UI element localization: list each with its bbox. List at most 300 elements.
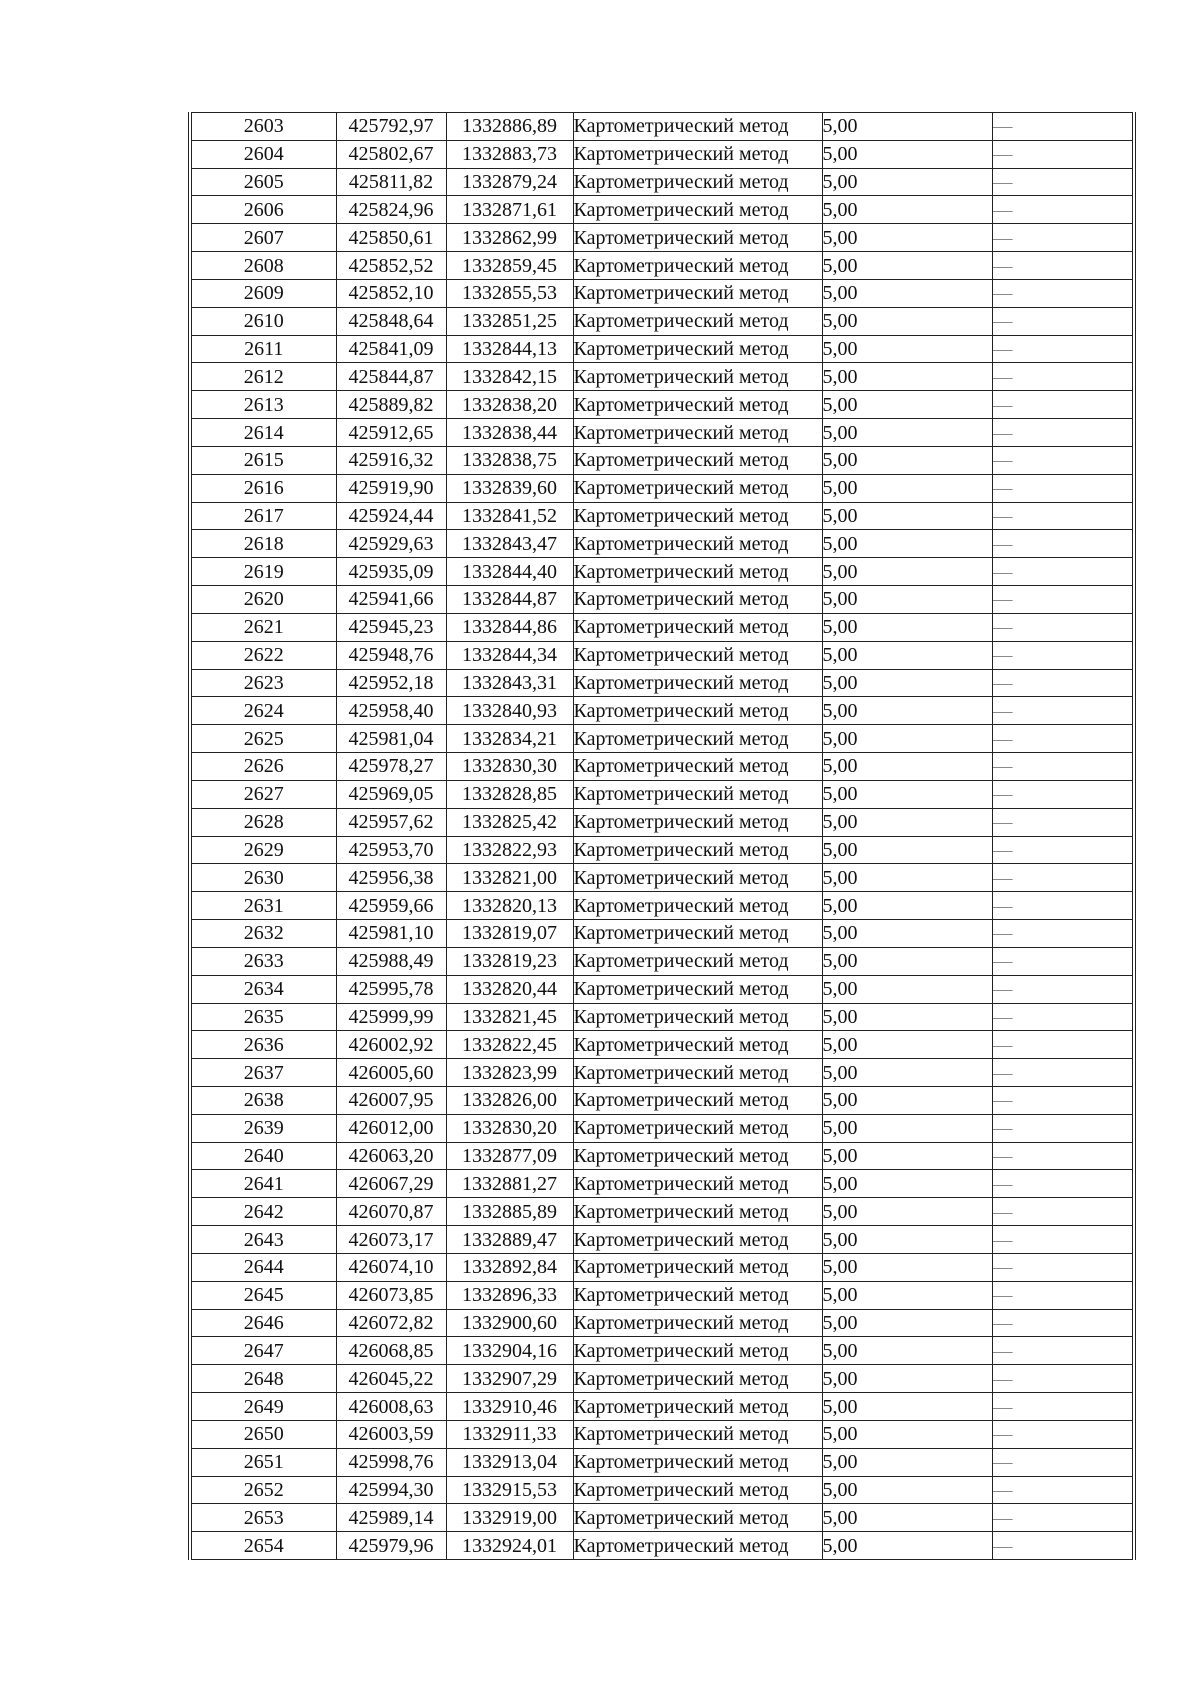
cell-note: — [992, 1476, 1134, 1504]
cell-note: — [992, 1337, 1134, 1365]
cell-x-coordinate: 425802,67 [336, 140, 446, 168]
cell-y-coordinate: 1332840,93 [446, 697, 573, 725]
table-row [190, 1198, 1134, 1226]
cell-note: — [992, 113, 1134, 141]
cell-accuracy: 5,00 [822, 808, 992, 836]
cell-method: Картометрический метод [573, 279, 822, 307]
cell-x-coordinate: 425852,52 [336, 252, 446, 280]
cell-method: Картометрический метод [573, 947, 822, 975]
cell-y-coordinate: 1332871,61 [446, 196, 573, 224]
cell-y-coordinate: 1332842,15 [446, 363, 573, 391]
cell-point-number: 2611 [190, 335, 336, 363]
table-row [190, 363, 1134, 391]
cell-point-number: 2642 [190, 1198, 336, 1226]
table-row [190, 224, 1134, 252]
cell-method: Картометрический метод [573, 780, 822, 808]
table-row [190, 808, 1134, 836]
cell-point-number: 2605 [190, 168, 336, 196]
cell-accuracy: 5,00 [822, 1114, 992, 1142]
table-row [190, 113, 1134, 141]
cell-accuracy: 5,00 [822, 1281, 992, 1309]
cell-x-coordinate: 425850,61 [336, 224, 446, 252]
cell-note: — [992, 641, 1134, 669]
cell-accuracy: 5,00 [822, 947, 992, 975]
cell-point-number: 2622 [190, 641, 336, 669]
cell-y-coordinate: 1332877,09 [446, 1142, 573, 1170]
cell-point-number: 2633 [190, 947, 336, 975]
cell-x-coordinate: 425979,96 [336, 1532, 446, 1560]
cell-x-coordinate: 426012,00 [336, 1114, 446, 1142]
cell-x-coordinate: 425995,78 [336, 975, 446, 1003]
table-row [190, 558, 1134, 586]
cell-method: Картометрический метод [573, 252, 822, 280]
cell-point-number: 2620 [190, 586, 336, 614]
cell-y-coordinate: 1332919,00 [446, 1504, 573, 1532]
cell-y-coordinate: 1332838,20 [446, 391, 573, 419]
cell-method: Картометрический метод [573, 1086, 822, 1114]
cell-method: Картометрический метод [573, 1114, 822, 1142]
cell-x-coordinate: 425953,70 [336, 836, 446, 864]
cell-method: Картометрический метод [573, 113, 822, 141]
cell-note: — [992, 669, 1134, 697]
cell-note: — [992, 947, 1134, 975]
cell-note: — [992, 613, 1134, 641]
table-row [190, 1253, 1134, 1281]
cell-note: — [992, 1086, 1134, 1114]
cell-x-coordinate: 425952,18 [336, 669, 446, 697]
cell-note: — [992, 1059, 1134, 1087]
cell-method: Картометрический метод [573, 1309, 822, 1337]
cell-y-coordinate: 1332859,45 [446, 252, 573, 280]
cell-point-number: 2624 [190, 697, 336, 725]
cell-y-coordinate: 1332844,87 [446, 586, 573, 614]
table-row [190, 1086, 1134, 1114]
cell-point-number: 2607 [190, 224, 336, 252]
cell-y-coordinate: 1332911,33 [446, 1420, 573, 1448]
cell-method: Картометрический метод [573, 391, 822, 419]
coordinates-table [188, 112, 1136, 1560]
cell-method: Картометрический метод [573, 1198, 822, 1226]
cell-y-coordinate: 1332823,99 [446, 1059, 573, 1087]
cell-point-number: 2652 [190, 1476, 336, 1504]
cell-point-number: 2632 [190, 920, 336, 948]
cell-y-coordinate: 1332820,44 [446, 975, 573, 1003]
table-row [190, 335, 1134, 363]
cell-point-number: 2645 [190, 1281, 336, 1309]
cell-note: — [992, 446, 1134, 474]
cell-accuracy: 5,00 [822, 1448, 992, 1476]
table-row [190, 307, 1134, 335]
cell-note: — [992, 753, 1134, 781]
cell-y-coordinate: 1332821,45 [446, 1003, 573, 1031]
cell-accuracy: 5,00 [822, 113, 992, 141]
table-row [190, 641, 1134, 669]
cell-y-coordinate: 1332900,60 [446, 1309, 573, 1337]
cell-x-coordinate: 425998,76 [336, 1448, 446, 1476]
cell-method: Картометрический метод [573, 1226, 822, 1254]
cell-x-coordinate: 425957,62 [336, 808, 446, 836]
cell-y-coordinate: 1332879,24 [446, 168, 573, 196]
table-row [190, 864, 1134, 892]
table-row [190, 1476, 1134, 1504]
cell-accuracy: 5,00 [822, 780, 992, 808]
table-row [190, 669, 1134, 697]
table-row [190, 1337, 1134, 1365]
cell-accuracy: 5,00 [822, 920, 992, 948]
cell-x-coordinate: 426072,82 [336, 1309, 446, 1337]
cell-note: — [992, 252, 1134, 280]
cell-point-number: 2606 [190, 196, 336, 224]
cell-note: — [992, 1532, 1134, 1560]
cell-x-coordinate: 426045,22 [336, 1365, 446, 1393]
cell-point-number: 2617 [190, 502, 336, 530]
cell-method: Картометрический метод [573, 1059, 822, 1087]
cell-accuracy: 5,00 [822, 168, 992, 196]
cell-y-coordinate: 1332915,53 [446, 1476, 573, 1504]
cell-x-coordinate: 425958,40 [336, 697, 446, 725]
table-row [190, 892, 1134, 920]
cell-accuracy: 5,00 [822, 307, 992, 335]
cell-point-number: 2631 [190, 892, 336, 920]
table-row [190, 1226, 1134, 1254]
cell-method: Картометрический метод [573, 975, 822, 1003]
cell-accuracy: 5,00 [822, 1337, 992, 1365]
cell-x-coordinate: 426073,17 [336, 1226, 446, 1254]
cell-y-coordinate: 1332851,25 [446, 307, 573, 335]
cell-y-coordinate: 1332822,45 [446, 1031, 573, 1059]
cell-method: Картометрический метод [573, 697, 822, 725]
cell-x-coordinate: 425848,64 [336, 307, 446, 335]
cell-accuracy: 5,00 [822, 1031, 992, 1059]
cell-note: — [992, 307, 1134, 335]
cell-point-number: 2625 [190, 725, 336, 753]
cell-y-coordinate: 1332839,60 [446, 474, 573, 502]
cell-note: — [992, 780, 1134, 808]
table-row [190, 947, 1134, 975]
cell-method: Картометрический метод [573, 446, 822, 474]
cell-accuracy: 5,00 [822, 864, 992, 892]
cell-accuracy: 5,00 [822, 1420, 992, 1448]
cell-accuracy: 5,00 [822, 502, 992, 530]
table-row [190, 474, 1134, 502]
cell-method: Картометрический метод [573, 1448, 822, 1476]
table-row [190, 196, 1134, 224]
cell-x-coordinate: 425989,14 [336, 1504, 446, 1532]
cell-x-coordinate: 426063,20 [336, 1142, 446, 1170]
table-row [190, 502, 1134, 530]
cell-method: Картометрический метод [573, 558, 822, 586]
cell-accuracy: 5,00 [822, 252, 992, 280]
cell-accuracy: 5,00 [822, 613, 992, 641]
table-row [190, 780, 1134, 808]
cell-method: Картометрический метод [573, 1031, 822, 1059]
cell-note: — [992, 864, 1134, 892]
cell-y-coordinate: 1332838,44 [446, 419, 573, 447]
cell-y-coordinate: 1332826,00 [446, 1086, 573, 1114]
cell-y-coordinate: 1332825,42 [446, 808, 573, 836]
cell-x-coordinate: 425941,66 [336, 586, 446, 614]
cell-accuracy: 5,00 [822, 140, 992, 168]
cell-y-coordinate: 1332886,89 [446, 113, 573, 141]
cell-note: — [992, 1448, 1134, 1476]
table-row [190, 613, 1134, 641]
cell-note: — [992, 168, 1134, 196]
cell-note: — [992, 586, 1134, 614]
cell-y-coordinate: 1332830,20 [446, 1114, 573, 1142]
cell-x-coordinate: 425956,38 [336, 864, 446, 892]
cell-y-coordinate: 1332819,23 [446, 947, 573, 975]
cell-point-number: 2629 [190, 836, 336, 864]
cell-x-coordinate: 425841,09 [336, 335, 446, 363]
cell-point-number: 2619 [190, 558, 336, 586]
cell-x-coordinate: 426068,85 [336, 1337, 446, 1365]
cell-x-coordinate: 425924,44 [336, 502, 446, 530]
cell-note: — [992, 892, 1134, 920]
cell-point-number: 2613 [190, 391, 336, 419]
cell-method: Картометрический метод [573, 1170, 822, 1198]
table-row [190, 753, 1134, 781]
cell-note: — [992, 1420, 1134, 1448]
cell-x-coordinate: 425999,99 [336, 1003, 446, 1031]
cell-accuracy: 5,00 [822, 558, 992, 586]
cell-point-number: 2621 [190, 613, 336, 641]
cell-accuracy: 5,00 [822, 335, 992, 363]
table-row [190, 836, 1134, 864]
cell-y-coordinate: 1332819,07 [446, 920, 573, 948]
cell-point-number: 2637 [190, 1059, 336, 1087]
cell-point-number: 2647 [190, 1337, 336, 1365]
cell-accuracy: 5,00 [822, 1142, 992, 1170]
cell-accuracy: 5,00 [822, 1059, 992, 1087]
cell-note: — [992, 363, 1134, 391]
table-row [190, 530, 1134, 558]
cell-accuracy: 5,00 [822, 753, 992, 781]
cell-accuracy: 5,00 [822, 530, 992, 558]
table-row [190, 1031, 1134, 1059]
cell-accuracy: 5,00 [822, 1309, 992, 1337]
cell-y-coordinate: 1332907,29 [446, 1365, 573, 1393]
cell-note: — [992, 725, 1134, 753]
cell-method: Картометрический метод [573, 1003, 822, 1031]
cell-point-number: 2623 [190, 669, 336, 697]
cell-method: Картометрический метод [573, 864, 822, 892]
cell-accuracy: 5,00 [822, 1226, 992, 1254]
table-row [190, 252, 1134, 280]
table-row [190, 446, 1134, 474]
cell-accuracy: 5,00 [822, 586, 992, 614]
cell-y-coordinate: 1332896,33 [446, 1281, 573, 1309]
cell-note: — [992, 1309, 1134, 1337]
cell-method: Картометрический метод [573, 613, 822, 641]
table-row [190, 1365, 1134, 1393]
cell-accuracy: 5,00 [822, 892, 992, 920]
cell-method: Картометрический метод [573, 1281, 822, 1309]
cell-y-coordinate: 1332821,00 [446, 864, 573, 892]
cell-x-coordinate: 426070,87 [336, 1198, 446, 1226]
cell-method: Картометрический метод [573, 363, 822, 391]
cell-note: — [992, 1114, 1134, 1142]
cell-method: Картометрический метод [573, 808, 822, 836]
table-row [190, 1142, 1134, 1170]
cell-x-coordinate: 426074,10 [336, 1253, 446, 1281]
cell-method: Картометрический метод [573, 669, 822, 697]
cell-accuracy: 5,00 [822, 1393, 992, 1421]
cell-accuracy: 5,00 [822, 1365, 992, 1393]
cell-point-number: 2646 [190, 1309, 336, 1337]
cell-accuracy: 5,00 [822, 1504, 992, 1532]
cell-method: Картометрический метод [573, 586, 822, 614]
cell-x-coordinate: 425889,82 [336, 391, 446, 419]
cell-method: Картометрический метод [573, 920, 822, 948]
cell-note: — [992, 1003, 1134, 1031]
cell-point-number: 2630 [190, 864, 336, 892]
cell-accuracy: 5,00 [822, 474, 992, 502]
cell-method: Картометрический метод [573, 1532, 822, 1560]
cell-method: Картометрический метод [573, 641, 822, 669]
cell-accuracy: 5,00 [822, 391, 992, 419]
cell-note: — [992, 391, 1134, 419]
cell-y-coordinate: 1332820,13 [446, 892, 573, 920]
cell-note: — [992, 419, 1134, 447]
cell-method: Картометрический метод [573, 502, 822, 530]
cell-accuracy: 5,00 [822, 697, 992, 725]
cell-y-coordinate: 1332885,89 [446, 1198, 573, 1226]
cell-method: Картометрический метод [573, 1337, 822, 1365]
table-row [190, 1448, 1134, 1476]
cell-method: Картометрический метод [573, 196, 822, 224]
cell-accuracy: 5,00 [822, 419, 992, 447]
cell-note: — [992, 1281, 1134, 1309]
table-row [190, 697, 1134, 725]
cell-point-number: 2639 [190, 1114, 336, 1142]
cell-note: — [992, 836, 1134, 864]
table-row [190, 920, 1134, 948]
cell-point-number: 2649 [190, 1393, 336, 1421]
table-row [190, 1420, 1134, 1448]
cell-y-coordinate: 1332841,52 [446, 502, 573, 530]
cell-point-number: 2650 [190, 1420, 336, 1448]
cell-x-coordinate: 425994,30 [336, 1476, 446, 1504]
cell-accuracy: 5,00 [822, 196, 992, 224]
cell-x-coordinate: 426073,85 [336, 1281, 446, 1309]
cell-method: Картометрический метод [573, 1253, 822, 1281]
cell-x-coordinate: 425959,66 [336, 892, 446, 920]
cell-accuracy: 5,00 [822, 363, 992, 391]
cell-note: — [992, 697, 1134, 725]
cell-x-coordinate: 425852,10 [336, 279, 446, 307]
cell-accuracy: 5,00 [822, 1198, 992, 1226]
cell-note: — [992, 1253, 1134, 1281]
cell-y-coordinate: 1332892,84 [446, 1253, 573, 1281]
table-row [190, 391, 1134, 419]
cell-point-number: 2654 [190, 1532, 336, 1560]
table-row [190, 1114, 1134, 1142]
cell-method: Картометрический метод [573, 1142, 822, 1170]
cell-note: — [992, 558, 1134, 586]
cell-y-coordinate: 1332844,34 [446, 641, 573, 669]
cell-point-number: 2653 [190, 1504, 336, 1532]
cell-x-coordinate: 426067,29 [336, 1170, 446, 1198]
cell-x-coordinate: 425919,90 [336, 474, 446, 502]
cell-accuracy: 5,00 [822, 1253, 992, 1281]
cell-y-coordinate: 1332913,04 [446, 1448, 573, 1476]
cell-x-coordinate: 425824,96 [336, 196, 446, 224]
cell-point-number: 2640 [190, 1142, 336, 1170]
cell-point-number: 2636 [190, 1031, 336, 1059]
cell-y-coordinate: 1332862,99 [446, 224, 573, 252]
cell-y-coordinate: 1332834,21 [446, 725, 573, 753]
cell-x-coordinate: 425912,65 [336, 419, 446, 447]
cell-accuracy: 5,00 [822, 975, 992, 1003]
cell-note: — [992, 920, 1134, 948]
cell-method: Картометрический метод [573, 753, 822, 781]
table-row [190, 1532, 1134, 1560]
cell-method: Картометрический метод [573, 224, 822, 252]
cell-point-number: 2634 [190, 975, 336, 1003]
cell-y-coordinate: 1332843,47 [446, 530, 573, 558]
cell-y-coordinate: 1332844,13 [446, 335, 573, 363]
cell-point-number: 2651 [190, 1448, 336, 1476]
table-row [190, 1504, 1134, 1532]
table-row [190, 419, 1134, 447]
cell-note: — [992, 1365, 1134, 1393]
cell-note: — [992, 335, 1134, 363]
cell-note: — [992, 530, 1134, 558]
cell-x-coordinate: 425811,82 [336, 168, 446, 196]
cell-point-number: 2604 [190, 140, 336, 168]
table-row [190, 725, 1134, 753]
cell-note: — [992, 1504, 1134, 1532]
cell-y-coordinate: 1332904,16 [446, 1337, 573, 1365]
cell-note: — [992, 474, 1134, 502]
cell-note: — [992, 1142, 1134, 1170]
cell-note: — [992, 1393, 1134, 1421]
cell-accuracy: 5,00 [822, 1003, 992, 1031]
cell-method: Картометрический метод [573, 307, 822, 335]
cell-point-number: 2603 [190, 113, 336, 141]
cell-note: — [992, 1170, 1134, 1198]
cell-point-number: 2627 [190, 780, 336, 808]
table-row [190, 140, 1134, 168]
cell-point-number: 2614 [190, 419, 336, 447]
cell-y-coordinate: 1332828,85 [446, 780, 573, 808]
cell-note: — [992, 808, 1134, 836]
cell-method: Картометрический метод [573, 1393, 822, 1421]
cell-point-number: 2608 [190, 252, 336, 280]
cell-note: — [992, 140, 1134, 168]
cell-accuracy: 5,00 [822, 641, 992, 669]
cell-x-coordinate: 425969,05 [336, 780, 446, 808]
cell-x-coordinate: 426003,59 [336, 1420, 446, 1448]
cell-x-coordinate: 425978,27 [336, 753, 446, 781]
cell-y-coordinate: 1332844,86 [446, 613, 573, 641]
cell-method: Картометрический метод [573, 725, 822, 753]
cell-accuracy: 5,00 [822, 1170, 992, 1198]
cell-accuracy: 5,00 [822, 1476, 992, 1504]
cell-x-coordinate: 425948,76 [336, 641, 446, 669]
cell-note: — [992, 502, 1134, 530]
cell-method: Картометрический метод [573, 1365, 822, 1393]
cell-accuracy: 5,00 [822, 1532, 992, 1560]
cell-y-coordinate: 1332855,53 [446, 279, 573, 307]
cell-note: — [992, 975, 1134, 1003]
cell-y-coordinate: 1332830,30 [446, 753, 573, 781]
table-row [190, 975, 1134, 1003]
cell-point-number: 2635 [190, 1003, 336, 1031]
cell-y-coordinate: 1332838,75 [446, 446, 573, 474]
cell-point-number: 2641 [190, 1170, 336, 1198]
cell-accuracy: 5,00 [822, 446, 992, 474]
